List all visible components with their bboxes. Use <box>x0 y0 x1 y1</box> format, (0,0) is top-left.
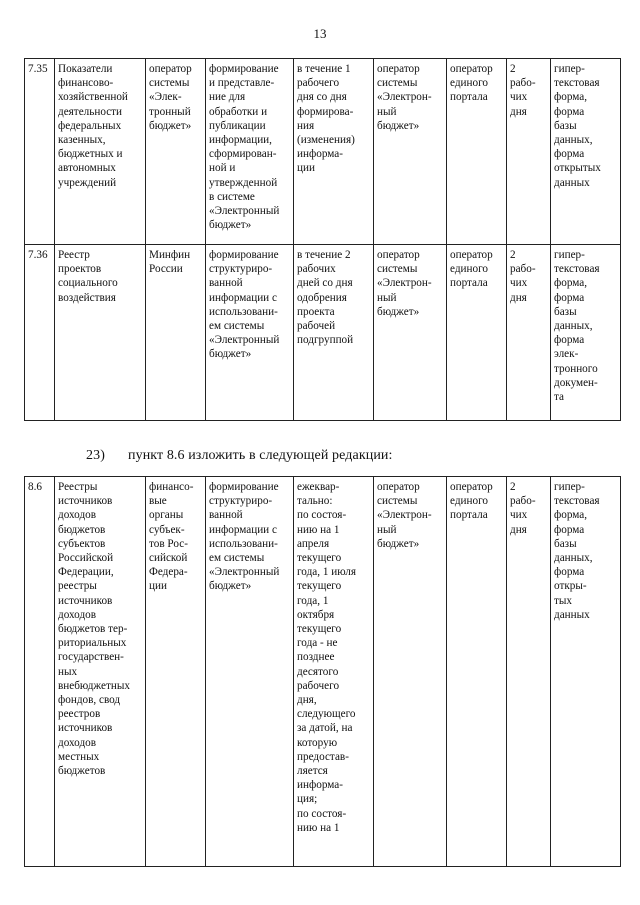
cell-format: гипер- текстовая форма, форма базы данных, форма откры- тых данных <box>551 477 621 867</box>
cell-deadline: ежеквар- тально: по состоя- нию на 1 апреля текущего года, 1 июля текущего года, 1 октября текущего года - не позднее десятого рабочего дня, следующего за датой, на которую предостав- ляется информа- ция; по состоя- нию на 1 <box>294 477 374 867</box>
cell-responsible: финансо- вые органы субъек- тов Рос- сийской Федера- ции <box>146 477 206 867</box>
table-item-8-6 <box>24 476 621 867</box>
cell-procedure: формирование структуриро- ванной информации с использовани- ем системы «Электронный бюджет» <box>206 477 294 867</box>
cell-format: гипер- текстовая форма, форма базы данных, форма элек- тронного докумен- та <box>551 245 621 421</box>
table-row <box>25 477 621 867</box>
cell-deadline: в течение 1 рабочего дня со дня формирова- ния (изменения) информа- ции <box>294 59 374 245</box>
cell-placement-operator: оператор системы «Электрон- ный бюджет» <box>374 245 447 421</box>
table-row <box>25 245 621 421</box>
cell-placement-operator: оператор системы «Электрон- ный бюджет» <box>374 59 447 245</box>
cell-publication-period: 2 рабо- чих дня <box>507 477 551 867</box>
cell-number: 8.6 <box>25 477 55 867</box>
cell-procedure: формирование структуриро- ванной информации с использовани- ем системы «Электронный бюджет» <box>206 245 294 421</box>
cell-format: гипер- текстовая форма, форма базы данных, форма открытых данных <box>551 59 621 245</box>
cell-procedure: формирование и представле- ние для обработки и публикации информации, сформирован- ной и утвержденной в системе «Электронный бюджет» <box>206 59 294 245</box>
paragraph-text: пункт 8.6 изложить в следующей редакции: <box>128 448 393 463</box>
amendment-paragraph <box>86 448 393 464</box>
cell-portal-operator: оператор единого портала <box>447 59 507 245</box>
cell-deadline: в течение 2 рабочих дней со дня одобрения проекта рабочей подгруппой <box>294 245 374 421</box>
cell-placement-operator: оператор системы «Электрон- ный бюджет» <box>374 477 447 867</box>
cell-portal-operator: оператор единого портала <box>447 245 507 421</box>
cell-number: 7.36 <box>25 245 55 421</box>
cell-responsible: оператор системы «Элек- тронный бюджет» <box>146 59 206 245</box>
cell-publication-period: 2 рабо- чих дня <box>507 245 551 421</box>
cell-number: 7.35 <box>25 59 55 245</box>
cell-name: Показатели финансово- хозяйственной деятельности федеральных казенных, бюджетных и автономных учреждений <box>55 59 146 245</box>
cell-name: Реестр проектов социального воздействия <box>55 245 146 421</box>
cell-responsible: Минфин России <box>146 245 206 421</box>
paragraph-number: 23) <box>86 448 105 463</box>
cell-portal-operator: оператор единого портала <box>447 477 507 867</box>
table-items-7-35-7-36 <box>24 58 621 421</box>
page-number: 13 <box>313 26 327 41</box>
cell-publication-period: 2 рабо- чих дня <box>507 59 551 245</box>
table-row <box>25 59 621 245</box>
cell-name: Реестры источников доходов бюджетов субъектов Российской Федерации, реестры источников доходов бюджетов тер- риториальных государствен- ных внебюджетных фондов, свод реестров источников доходов местных бюджетов <box>55 477 146 867</box>
